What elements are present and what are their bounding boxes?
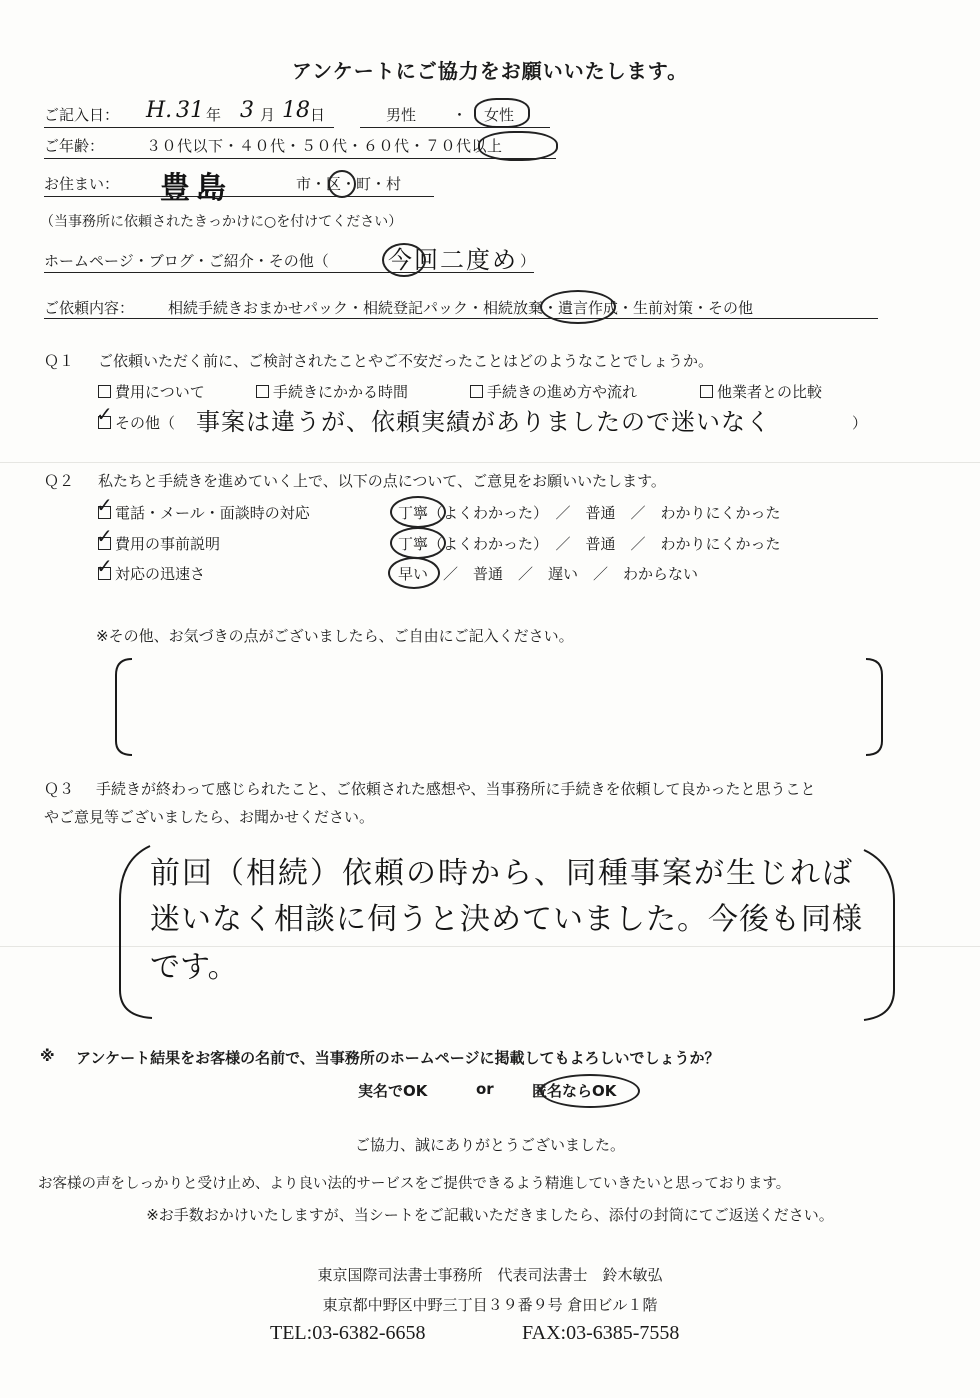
q3-text-line1: 手続きが終わって感じられたこと、ご依頼された感想や、当事務所に手続きを依頼して良かったと思うこと	[96, 780, 816, 798]
q2-row-choices: 丁寧（よくわかった） ／ 普通 ／ わかりにくかった	[398, 504, 781, 522]
q2-free-prompt: ※その他、お気づきの点がございましたら、ご自由にご記入ください。	[96, 627, 574, 645]
publish-real-name: 実名でOK	[358, 1082, 428, 1100]
q2-text: 私たちと手続きを進めていく上で、以下の点について、ご意見をお願いいたします。	[98, 472, 666, 490]
q2-row-text: 費用の事前説明	[115, 535, 221, 553]
checkbox	[470, 385, 483, 398]
q3-answer-line: 前回（相続）依頼の時から、同種事案が生じれば	[150, 856, 854, 891]
q3-number: Ｑ３	[44, 780, 75, 798]
selection-circle	[328, 170, 356, 198]
trigger-close: ）	[520, 252, 536, 270]
publish-anon: 匿名ならOK	[532, 1082, 617, 1100]
free-comment-box	[110, 655, 890, 761]
publish-mark: ※	[40, 1047, 55, 1065]
entry-date-month-unit: 月	[260, 106, 276, 124]
q2-row-text: 対応の迅速さ	[115, 565, 206, 583]
underline	[44, 158, 556, 159]
entry-date-day-unit: 日	[310, 106, 326, 124]
trigger-note: （当事務所に依頼されたきっかけに○を付けてください）	[40, 214, 403, 230]
selection-circle	[390, 496, 446, 528]
q1-text: ご依頼いただく前に、ご検討されたことやご不安だったことはどのようなことでしょうか。	[98, 352, 714, 370]
selection-circle	[478, 131, 558, 161]
closing-line2: お客様の声をしっかりと受け止め、より良い法的サービスをご提供できるよう精進していきたいと思っております。	[38, 1176, 791, 1192]
address-value: 豊島	[160, 171, 232, 206]
publish-question: アンケート結果をお客様の名前で、当事務所のホームページに掲載してもよろしいでしょうか？	[76, 1049, 720, 1067]
q1-option	[700, 381, 822, 402]
selection-circle	[474, 98, 530, 128]
address-label: お住まい：	[44, 175, 120, 193]
q1-number: Ｑ１	[44, 352, 75, 370]
fold-line	[0, 462, 980, 463]
checkbox	[700, 385, 713, 398]
address-suffix: 市・区・町・村	[296, 175, 402, 193]
gender-male: 男性	[386, 106, 417, 124]
publish-or: or	[476, 1080, 494, 1098]
underline	[44, 318, 878, 319]
office-name: 東京国際司法書士事務所 代表司法書士 鈴木敏弘	[317, 1266, 663, 1284]
page-title: アンケートにご協力をお願いいたします。	[291, 59, 689, 83]
office-tel: TEL:03-6382-6658	[270, 1322, 426, 1344]
selection-circle	[540, 1074, 640, 1108]
entry-date-year: 31	[176, 98, 204, 123]
q2-number: Ｑ２	[44, 472, 75, 490]
age-options: ３０代以下・４０代・５０代・６０代・７０代以上	[146, 137, 503, 155]
q1-option-label: 他業者との比較	[717, 383, 823, 401]
age-label: ご年齢：	[44, 137, 105, 155]
office-fax: FAX:03-6385-7558	[522, 1322, 680, 1344]
office-address: 東京都中野区中野三丁目３９番９号 倉田ビル１階	[322, 1296, 658, 1314]
checkbox	[98, 385, 111, 398]
q3-text-line2: やご意見等ございましたら、お聞かせください。	[44, 808, 375, 826]
q2-row-label	[98, 502, 310, 523]
entry-date-era: H.	[146, 98, 173, 123]
q3-answer-line: です。	[150, 950, 238, 985]
q1-other-handwritten: 事案は違うが、依頼実績がありましたので迷いなく	[196, 408, 771, 436]
entry-date-year-unit: 年	[206, 106, 222, 124]
q1-option-label: 手続きにかかる時間	[273, 383, 409, 401]
q1-option	[98, 381, 205, 402]
underline	[360, 127, 550, 128]
request-label: ご依頼内容：	[44, 299, 135, 317]
q2-row-label	[98, 533, 220, 554]
q2-row-choices: 早い ／ 普通 ／ 遅い ／ わからない	[398, 565, 699, 583]
trigger-handwritten: 今回二度め	[388, 246, 518, 274]
entry-date-label: ご記入日：	[44, 106, 120, 124]
q1-option-label: 費用について	[115, 383, 205, 401]
underline	[44, 196, 434, 197]
q2-row-text: 電話・メール・面談時の対応	[115, 504, 310, 522]
check-mark-icon: ✓	[96, 493, 113, 517]
q1-option-label: 手続きの進め方や流れ	[487, 383, 638, 401]
q3-answer-line: 迷いなく相談に伺うと決めていました。今後も同様	[150, 902, 863, 937]
check-mark-icon: ✓	[96, 524, 113, 548]
check-mark-icon: ✓	[96, 554, 113, 578]
closing-line3: ※お手数おかけいたしますが、当シートをご記載いただきましたら、添付の封筒にてご返送ください。	[146, 1206, 834, 1224]
underline	[44, 272, 534, 273]
entry-date-month: 3	[240, 98, 254, 123]
gender-female: 女性	[484, 106, 515, 124]
checkbox	[256, 385, 269, 398]
entry-date-day: 18	[282, 98, 310, 123]
q1-option	[256, 381, 408, 402]
q2-row-choices: 丁寧（よくわかった） ／ 普通 ／ わかりにくかった	[398, 535, 781, 553]
selection-circle	[388, 557, 440, 589]
q1-option	[470, 381, 637, 402]
q1-other-close: ）	[852, 414, 868, 432]
trigger-options: ホームページ・ブログ・ご紹介・その他（	[44, 252, 329, 270]
closing-thanks: ご協力、誠にありがとうございました。	[354, 1136, 625, 1154]
request-options: 相続手続きおまかせパック・相続登記パック・相続放棄・遺言作成・生前対策・その他	[168, 299, 754, 317]
q1-other-label: その他（	[115, 414, 176, 432]
check-mark-icon: ✓	[96, 402, 113, 426]
underline	[44, 127, 334, 128]
q2-row-label	[98, 563, 205, 584]
gender-separator: ・	[452, 106, 468, 124]
selection-circle	[390, 527, 446, 559]
